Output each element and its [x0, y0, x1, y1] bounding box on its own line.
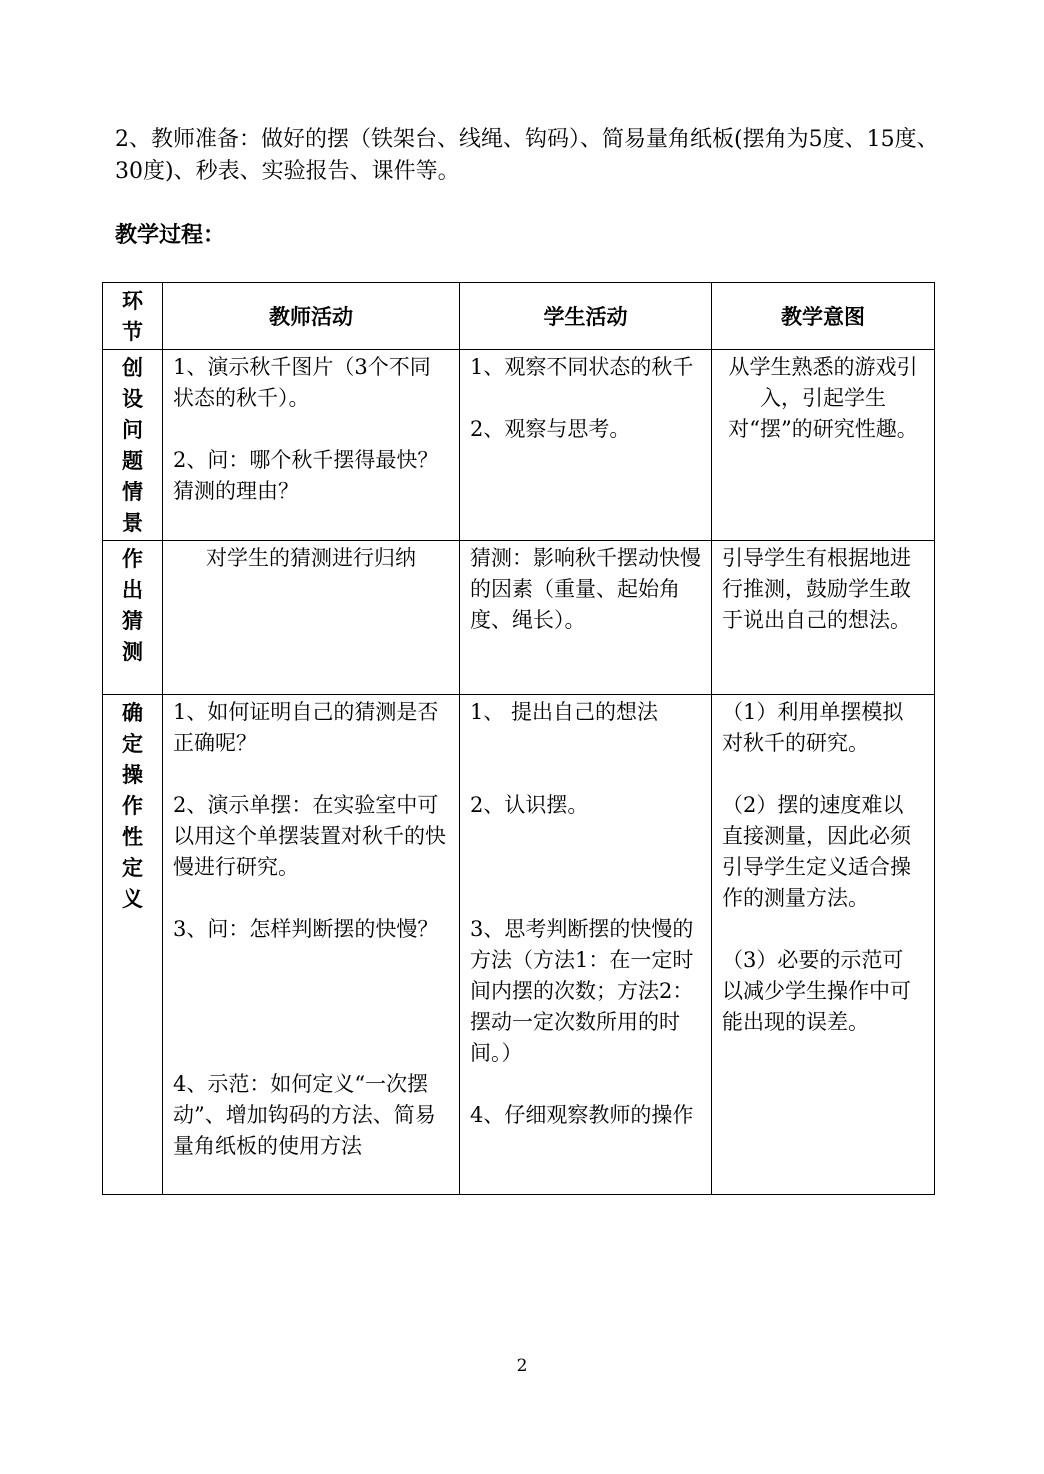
list-item: 2、演示单摆：在实验室中可以用这个单摆装置对秋千的快慢进行研究。: [173, 793, 446, 879]
teacher-activity-cell: [163, 541, 460, 695]
list-item: 2、观察与思考。: [470, 417, 631, 441]
header-teaching-intent: 教学意图: [712, 283, 935, 350]
list-item: （3）必要的示范可以减少学生操作中可能出现的误差。: [722, 948, 911, 1034]
list-item: 从学生熟悉的游戏引入，引起学生对“摆”的研究性趣。: [728, 355, 918, 441]
list-item: 猜测：影响秋千摆动快慢的因素（重量、起始角度、绳长）。: [470, 546, 701, 632]
page-number: 2: [516, 1356, 528, 1376]
header-teacher-activity: 教师活动: [163, 283, 460, 350]
teacher-preparation-text: 2、教师准备：做好的摆（铁架台、线绳、钩码）、简易量角纸板(摆角为5度、15度、30度)、秒表、实验报告、课件等。: [115, 127, 939, 184]
list-item: 2、问：哪个秋千摆得最快？猜测的理由？: [173, 448, 439, 503]
student-activity-cell: [460, 541, 712, 695]
table-row: [103, 541, 935, 695]
list-item: 4、仔细观察教师的操作: [470, 1103, 694, 1127]
lesson-process-table: [102, 282, 935, 1195]
teaching-intent-cell: [712, 350, 935, 541]
list-item: （1）利用单摆模拟对秋千的研究。: [722, 700, 904, 755]
student-activity-cell: [460, 695, 712, 1195]
stage-cell: 作出猜测: [103, 541, 163, 695]
list-item: 1、演示秋千图片（3个不同状态的秋千）。: [173, 355, 431, 410]
table-header-row: [103, 283, 935, 350]
list-item: 3、问：怎样判断摆的快慢？: [173, 917, 439, 941]
stage-cell: 确定操作性定义: [103, 695, 163, 1195]
teacher-activity-cell: [163, 695, 460, 1195]
list-item: 2、认识摆。: [470, 793, 589, 817]
header-student-activity: 学生活动: [460, 283, 712, 350]
teaching-intent-cell: [712, 541, 935, 695]
list-item: （2）摆的速度难以直接测量，因此必须引导学生定义适合操作的测量方法。: [722, 793, 911, 910]
teaching-intent-cell: [712, 695, 935, 1195]
section-heading: 教学过程：: [115, 222, 226, 248]
student-activity-cell: [460, 350, 712, 541]
list-item: 4、示范：如何定义“一次摆动”、增加钩码的方法、简易量角纸板的使用方法: [173, 1072, 436, 1158]
list-item: 3、思考判断摆的快慢的方法（方法1：在一定时间内摆的次数；方法2：摆动一定次数所用的时间。）: [470, 917, 694, 1065]
list-item: 1、观察不同状态的秋千: [470, 355, 694, 379]
table-row: [103, 350, 935, 541]
list-item: 引导学生有根据地进行推测，鼓励学生敢于说出自己的想法。: [722, 546, 911, 632]
stage-cell: 创设问题情景: [103, 350, 163, 541]
list-item: 1、 提出自己的想法: [470, 700, 659, 724]
header-stage: 环节: [103, 283, 163, 350]
list-item: 对学生的猜测进行归纳: [206, 546, 416, 570]
teacher-activity-cell: [163, 350, 460, 541]
list-item: 1、如何证明自己的猜测是否正确呢？: [173, 700, 439, 755]
table-row: [103, 695, 935, 1195]
